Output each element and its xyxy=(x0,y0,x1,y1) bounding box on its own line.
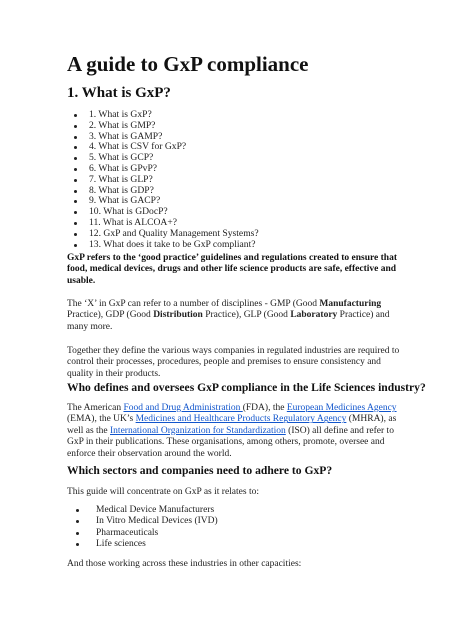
toc-item[interactable]: 12. GxP and Quality Management Systems? xyxy=(67,229,259,240)
toc-item[interactable]: 7. What is GLP? xyxy=(67,175,259,186)
toc-item[interactable]: 10. What is GDocP? xyxy=(67,207,259,218)
toc-item[interactable]: 5. What is GCP? xyxy=(67,153,259,164)
sectors-heading: Which sectors and companies need to adhere to GxP? xyxy=(67,464,333,477)
link-fda[interactable]: Food and Drug Administration xyxy=(123,403,243,413)
toc-item[interactable]: 8. What is GDP? xyxy=(67,186,259,197)
text-span: Practice) and many more. xyxy=(67,310,390,332)
sectors-list xyxy=(67,505,218,550)
x-disciplines-paragraph xyxy=(67,299,407,333)
text-span: (FDA), the xyxy=(242,403,287,413)
list-item: Medical Device Manufacturers xyxy=(67,505,218,516)
link-iso[interactable]: International Organization for Standardization xyxy=(110,425,286,436)
list-item: In Vitro Medical Devices (IVD) xyxy=(67,516,218,527)
sectors-intro: This guide will concentrate on GxP as it relates to: xyxy=(67,487,259,497)
link-ema[interactable]: European Medicines Agency xyxy=(286,403,397,413)
toc-item[interactable]: 3. What is GAMP? xyxy=(67,132,259,143)
bold-term-laboratory: Laboratory xyxy=(290,310,338,321)
text-span: The American xyxy=(67,403,124,413)
who-oversees-heading: Who defines and oversees GxP compliance in the Life Sciences industry? xyxy=(67,381,426,394)
toc-item[interactable]: 6. What is GPvP? xyxy=(67,164,259,175)
together-paragraph: Together they define the various ways companies in regulated industries are required to control their processes, procedures, people and premises to ensure consistency and quality in their products. xyxy=(67,346,400,379)
text-span: (EMA), the UK’s xyxy=(67,414,136,425)
bold-term-manufacturing: Manufacturing xyxy=(319,299,382,309)
toc-item[interactable]: 2. What is GMP? xyxy=(67,121,259,132)
toc-item[interactable]: 9. What is GACP? xyxy=(67,196,259,207)
list-item: Life sciences xyxy=(67,539,218,550)
who-oversees-paragraph xyxy=(67,403,407,460)
list-item: Pharmaceuticals xyxy=(67,528,218,539)
link-mhra[interactable]: Medicines and Healthcare Products Regulatory Agency xyxy=(135,414,347,425)
closing-line: And those working across these industries in other capacities: xyxy=(67,559,302,569)
text-span: The ‘X’ in GxP can refer to a number of disciplines - GMP (Good xyxy=(67,299,320,309)
toc-item[interactable]: 4. What is CSV for GxP? xyxy=(67,142,259,153)
text-span: Practice), GLP (Good xyxy=(202,310,291,321)
text-span: (MHRA), as well as the xyxy=(67,414,397,436)
intro-paragraph: GxP refers to the ‘good practice’ guidelines and regulations created to ensure that food, medical devices, drugs and other life science products are safe, effective and usable. xyxy=(67,253,397,286)
bold-term-distribution: Distribution xyxy=(153,310,203,321)
toc-item[interactable]: 13. What does it take to be GxP compliant? xyxy=(67,240,259,251)
toc-item[interactable]: 1. What is GxP? xyxy=(67,110,259,121)
section-heading-what-is-gxp: 1. What is GxP? xyxy=(67,85,171,101)
toc-item[interactable]: 11. What is ALCOA+? xyxy=(67,218,259,229)
table-of-contents xyxy=(67,110,259,250)
text-span: Practice), GDP (Good xyxy=(67,310,154,321)
page-title: A guide to GxP compliance xyxy=(67,52,309,76)
text-span: (ISO) all define and refer to GxP in their publications. These organisations, among others, promote, oversee and enforce their observation around the world. xyxy=(67,425,394,459)
